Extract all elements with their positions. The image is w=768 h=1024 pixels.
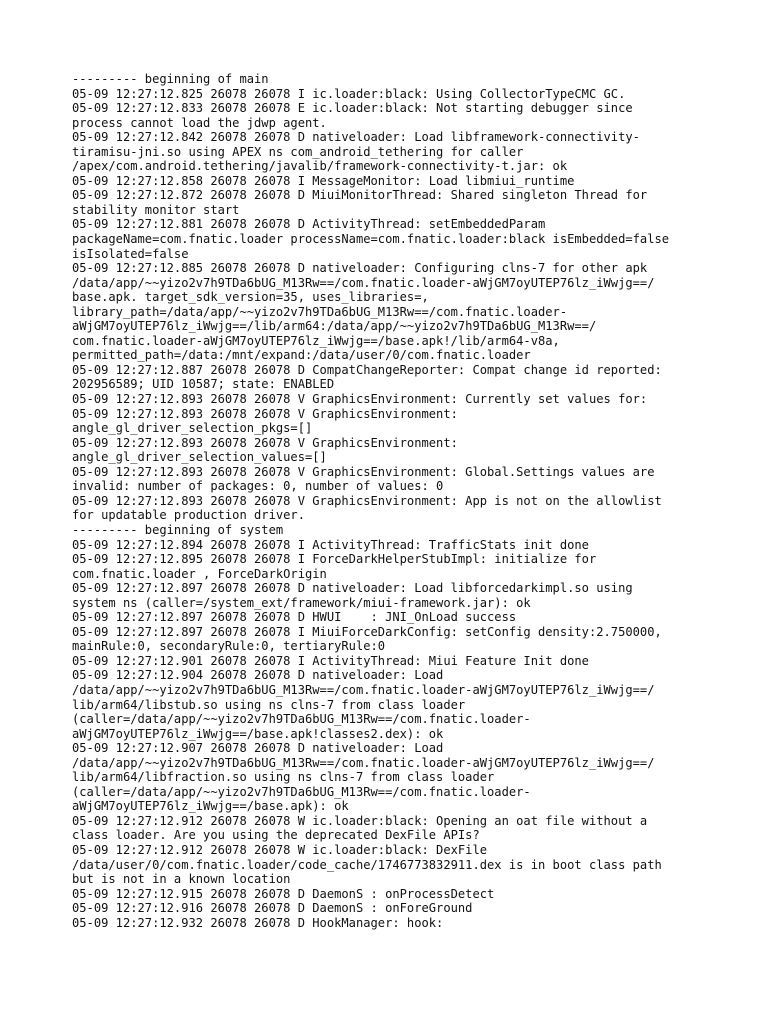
log-line: 05-09 12:27:12.842 26078 26078 D nativeloader: Load libframework-connectivity- — [72, 130, 640, 145]
log-line: /apex/com.android.tethering/javalib/framework-connectivity-t.jar: ok — [72, 159, 568, 174]
log-line: 05-09 12:27:12.895 26078 26078 I ForceDarkHelperStubImpl: initialize for — [72, 552, 597, 567]
log-line: tiramisu-jni.so using APEX ns com_android_tethering for caller — [72, 144, 524, 159]
log-line: 05-09 12:27:12.893 26078 26078 V GraphicsEnvironment: — [72, 435, 458, 450]
log-line: permitted_path=/data:/mnt/expand:/data/user/0/com.fnatic.loader — [72, 348, 531, 363]
log-line: 05-09 12:27:12.904 26078 26078 D nativeloader: Load — [72, 668, 444, 683]
log-line: packageName=com.fnatic.loader processName=com.fnatic.loader:black isEmbedded=false — [72, 232, 670, 247]
log-line: angle_gl_driver_selection_pkgs=[] — [72, 421, 313, 436]
log-line: 05-09 12:27:12.881 26078 26078 D ActivityThread: setEmbeddedParam — [72, 217, 546, 232]
log-line: /data/app/~~yizo2v7h9TDa6bUG_M13Rw==/com.fnatic.loader-aWjGM7oyUTEP76lz_iWwjg==/ — [72, 682, 655, 697]
log-line: 05-09 12:27:12.887 26078 26078 D CompatChangeReporter: Compat change id reported: — [72, 362, 662, 377]
log-line: 05-09 12:27:12.825 26078 26078 I ic.loader:black: Using CollectorTypeCMC GC. — [72, 86, 626, 101]
log-line: com.fnatic.loader , ForceDarkOrigin — [72, 566, 327, 581]
log-line: (caller=/data/app/~~yizo2v7h9TDa6bUG_M13Rw==/com.fnatic.loader- — [72, 784, 531, 799]
log-line: 05-09 12:27:12.897 26078 26078 I MiuiForceDarkConfig: setConfig density:2.750000, — [72, 624, 662, 639]
log-line: angle_gl_driver_selection_values=[] — [72, 450, 327, 465]
log-line: 05-09 12:27:12.872 26078 26078 D MiuiMonitorThread: Shared singleton Thread for — [72, 188, 648, 203]
log-line: /data/app/~~yizo2v7h9TDa6bUG_M13Rw==/com.fnatic.loader-aWjGM7oyUTEP76lz_iWwjg==/ — [72, 755, 655, 770]
log-line: mainRule:0, secondaryRule:0, tertiaryRule:0 — [72, 639, 386, 654]
log-line: 05-09 12:27:12.897 26078 26078 D nativeloader: Load libforcedarkimpl.so using — [72, 581, 633, 596]
log-line: 05-09 12:27:12.912 26078 26078 W ic.loader:black: DexFile — [72, 842, 488, 857]
log-line: /data/app/~~yizo2v7h9TDa6bUG_M13Rw==/com.fnatic.loader-aWjGM7oyUTEP76lz_iWwjg==/ — [72, 275, 655, 290]
log-line: (caller=/data/app/~~yizo2v7h9TDa6bUG_M13Rw==/com.fnatic.loader- — [72, 712, 531, 727]
log-line: aWjGM7oyUTEP76lz_iWwjg==/base.apk!classes2.dex): ok — [72, 726, 444, 741]
log-line: 05-09 12:27:12.932 26078 26078 D HookManager: hook: — [72, 915, 444, 930]
log-line: 05-09 12:27:12.833 26078 26078 E ic.loader:black: Not starting debugger since — [72, 101, 633, 116]
log-line: invalid: number of packages: 0, number of values: 0 — [72, 479, 444, 494]
log-document — [72, 72, 698, 930]
log-line: 05-09 12:27:12.901 26078 26078 I ActivityThread: Miui Feature Init done — [72, 653, 589, 668]
log-line: lib/arm64/libfraction.so using ns clns-7 from class loader — [72, 770, 495, 785]
log-line: 05-09 12:27:12.893 26078 26078 V GraphicsEnvironment: Global.Settings values are — [72, 464, 655, 479]
log-line: for updatable production driver. — [72, 508, 305, 523]
log-line: but is not in a known location — [72, 872, 291, 887]
log-line: aWjGM7oyUTEP76lz_iWwjg==/base.apk): ok — [72, 799, 349, 814]
log-line: 05-09 12:27:12.916 26078 26078 D DaemonS : onForeGround — [72, 901, 473, 916]
log-line: --------- beginning of main — [72, 72, 269, 86]
log-line: 05-09 12:27:12.885 26078 26078 D nativeloader: Configuring clns-7 for other apk — [72, 261, 648, 276]
log-line: --------- beginning of system — [72, 522, 284, 537]
log-line: base.apk. target_sdk_version=35, uses_libraries=, — [72, 290, 429, 305]
log-line: com.fnatic.loader-aWjGM7oyUTEP76lz_iWwjg==/base.apk!/lib/arm64-v8a, — [72, 333, 560, 348]
log-line: library_path=/data/app/~~yizo2v7h9TDa6bUG_M13Rw==/com.fnatic.loader- — [72, 304, 568, 319]
log-line: system ns (caller=/system_ext/framework/miui-framework.jar): ok — [72, 595, 531, 610]
log-line: isIsolated=false — [72, 246, 189, 261]
log-line: 05-09 12:27:12.915 26078 26078 D DaemonS : onProcessDetect — [72, 886, 495, 901]
log-line: 05-09 12:27:12.858 26078 26078 I MessageMonitor: Load libmiui_runtime — [72, 173, 575, 188]
log-line: lib/arm64/libstub.so using ns clns-7 from class loader — [72, 697, 466, 712]
log-line: /data/user/0/com.fnatic.loader/code_cache/1746773832911.dex is in boot class path — [72, 857, 662, 872]
log-line: 05-09 12:27:12.894 26078 26078 I ActivityThread: TrafficStats init done — [72, 537, 589, 552]
log-line: 05-09 12:27:12.893 26078 26078 V GraphicsEnvironment: App is not on the allowlist — [72, 493, 662, 508]
log-line: aWjGM7oyUTEP76lz_iWwjg==/lib/arm64:/data/app/~~yizo2v7h9TDa6bUG_M13Rw==/ — [72, 319, 597, 334]
log-line: 202956589; UID 10587; state: ENABLED — [72, 377, 335, 392]
log-line: 05-09 12:27:12.912 26078 26078 W ic.loader:black: Opening an oat file without a — [72, 813, 648, 828]
log-line: class loader. Are you using the deprecated DexFile APIs? — [72, 828, 480, 843]
log-body — [72, 72, 698, 930]
log-line: 05-09 12:27:12.907 26078 26078 D nativeloader: Load — [72, 741, 444, 756]
log-line: 05-09 12:27:12.897 26078 26078 D HWUI : JNI_OnLoad success — [72, 610, 517, 625]
log-line: 05-09 12:27:12.893 26078 26078 V GraphicsEnvironment: Currently set values for: — [72, 392, 648, 407]
log-line: 05-09 12:27:12.893 26078 26078 V GraphicsEnvironment: — [72, 406, 458, 421]
log-line: stability monitor start — [72, 202, 240, 217]
log-line: process cannot load the jdwp agent. — [72, 115, 327, 130]
